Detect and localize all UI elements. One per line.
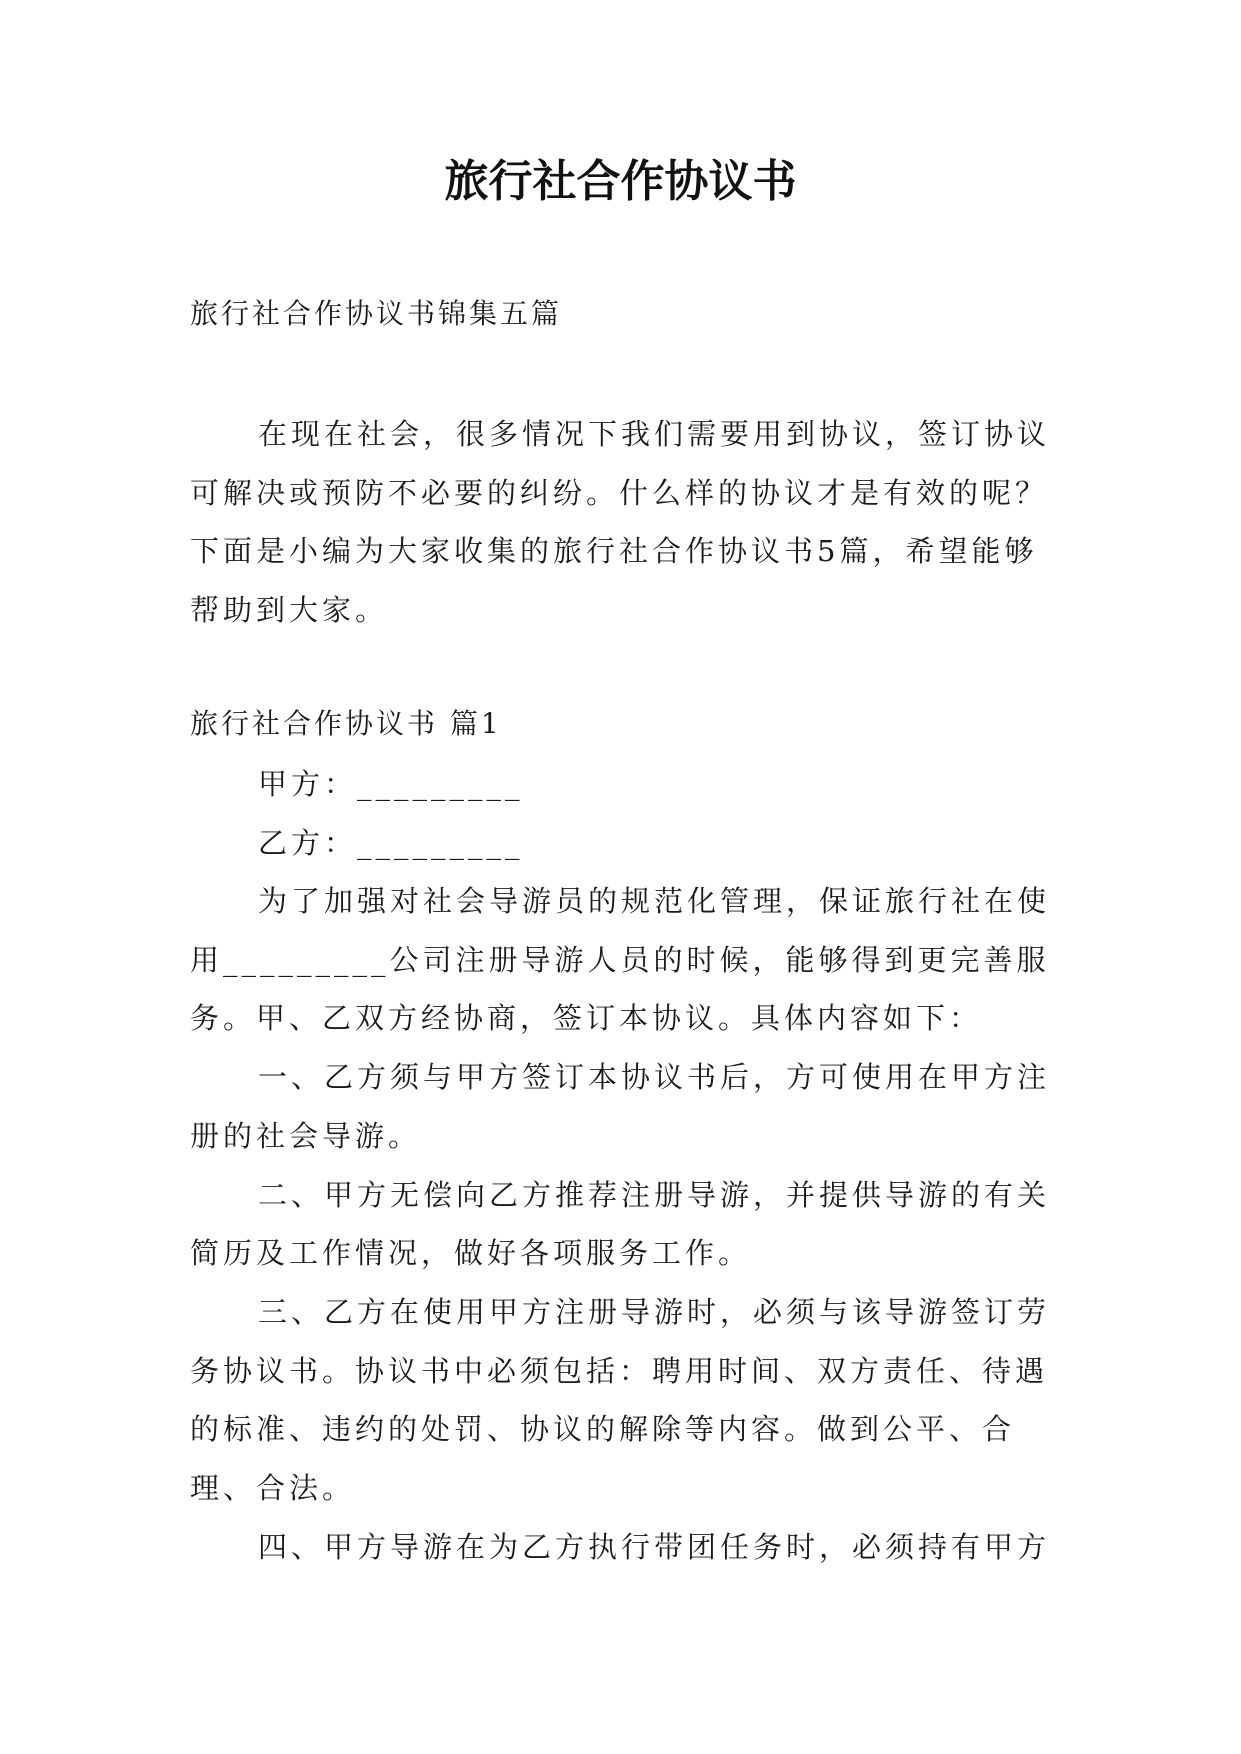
clause-paragraph: 二、甲方无偿向乙方推荐注册导游，并提供导游的有关简历及工作情况，做好各项服务工作。 <box>190 1177 1051 1271</box>
document-title: 旅行社合作协议书 <box>444 156 797 207</box>
intro-paragraph: 在现在社会，很多情况下我们需要用到协议，签订协议可解决或预防不必要的纠纷。什么样的协议才是有效的呢？下面是小编为大家收集的旅行社合作协议书5篇，希望能够帮助到大家。 <box>190 417 1051 628</box>
clause-paragraph: 四、甲方导游在为乙方执行带团任务时，必须持有甲方 <box>258 1529 1051 1564</box>
clause-paragraph: 一、乙方须与甲方签订本协议书后，方可使用在甲方注册的社会导游。 <box>190 1060 1051 1153</box>
party-a-line: 甲方：_________ <box>258 767 524 801</box>
agreement-body <box>190 872 1060 1576</box>
section-heading: 旅行社合作协议书 篇1 <box>190 707 502 740</box>
clause-paragraph: 三、乙方在使用甲方注册导游时，必须与该导游签订劳务协议书。协议书中必须包括：聘用时间、双方责任、待遇的标准、违约的处罚、协议的解除等内容。做到公平、合理、合法。 <box>190 1294 1051 1506</box>
party-b-line: 乙方：_________ <box>258 826 524 860</box>
document-subtitle: 旅行社合作协议书锦集五篇 <box>190 297 563 330</box>
body-paragraph: 为了加强对社会导游员的规范化管理，保证旅行社在使用_________公司注册导游人员的时候，能够得到更完善服务。甲、乙双方经协商，签订本协议。具体内容如下： <box>190 884 1051 1036</box>
